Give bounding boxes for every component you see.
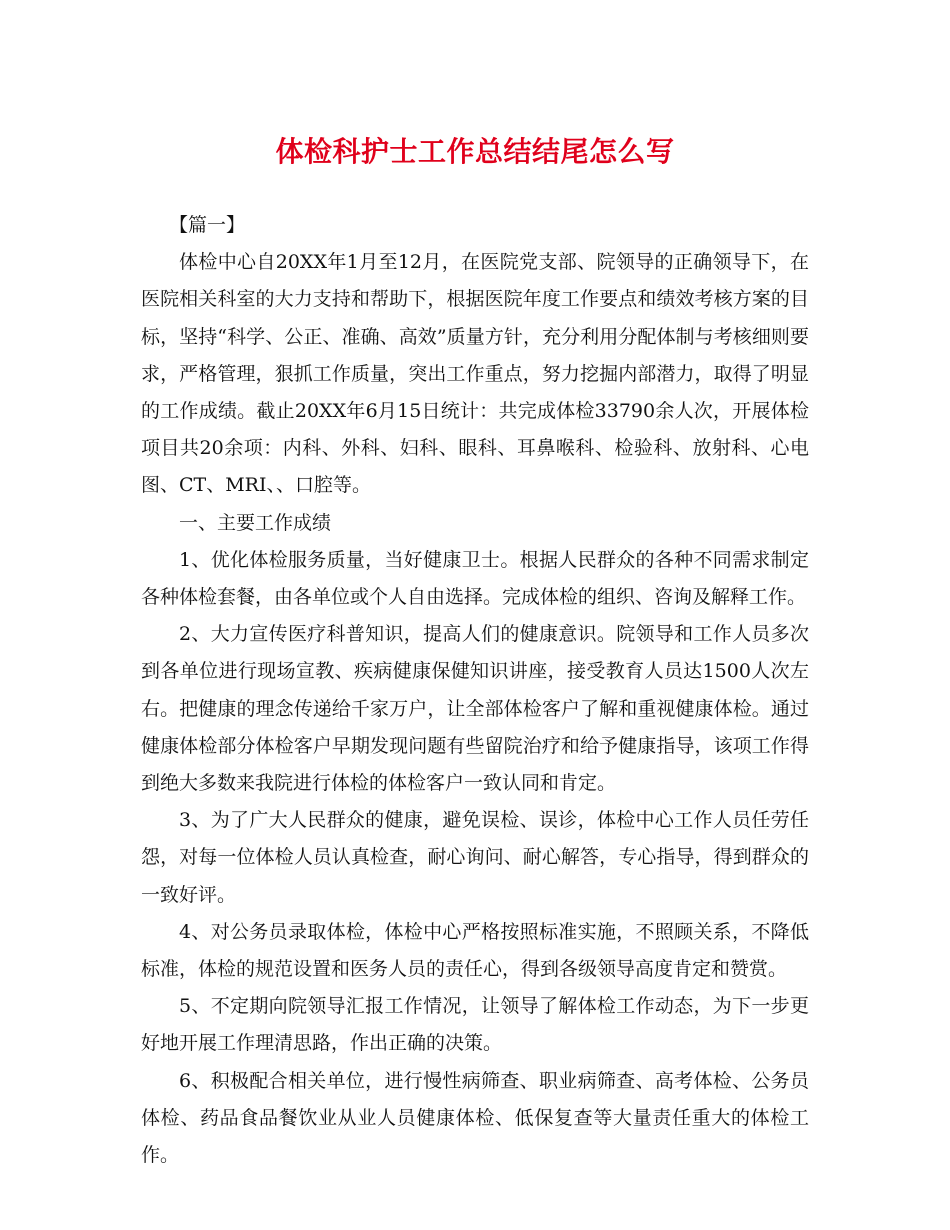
section-label: 【篇一】 bbox=[169, 214, 246, 236]
item-paragraph-1: 1、优化体检服务质量，当好健康卫士。根据人民群众的各种不同需求制定各种体检套餐，由各单位或个人自由选择。完成体检的组织、咨询及解释工作。 bbox=[141, 548, 809, 609]
intro-paragraph: 体检中心自20XX年1月至12月，在医院党支部、院领导的正确领导下，在医院相关科室的大力支持和帮助下，根据医院年度工作要点和绩效考核方案的目标，坚持“科学、公正、准确、高效”质量方针，充分利用分配体制与考核细则要求，严格管理，狠抓工作质量，突出工作重点，努力挖掘内部潜力，取得了明显的工作成绩。截止20XX年6月15日统计：共完成体检33790余人次，开展体检项目共20余项：内科、外科、妇科、眼科、耳鼻喉科、检验科、放射科、心电图、CT、MRI、、口腔等。 bbox=[141, 251, 809, 497]
section-heading: 一、主要工作成绩 bbox=[179, 511, 332, 534]
item-paragraph-6: 6、积极配合相关单位，进行慢性病筛查、职业病筛查、高考体检、公务员体检、药品食品餐饮业从业人员健康体检、低保复查等大量责任重大的体检工作。 bbox=[141, 1069, 809, 1167]
item-paragraph-3: 3、为了广大人民群众的健康，避免误检、误诊，体检中心工作人员任劳任怨，对每一位体检人员认真检查，耐心询问、耐心解答，专心指导，得到群众的一致好评。 bbox=[141, 809, 809, 906]
item-paragraph-5: 5、不定期向院领导汇报工作情况，让领导了解体检工作动态，为下一步更好地开展工作理清思路，作出正确的决策。 bbox=[141, 995, 809, 1055]
document-title: 体检科护士工作总结结尾怎么写 bbox=[275, 135, 675, 168]
item-paragraph-4: 4、对公务员录取体检，体检中心严格按照标准实施，不照顾关系，不降低标准，体检的规范设置和医务人员的责任心，得到各级领导高度肯定和赞赏。 bbox=[141, 920, 809, 981]
document-body bbox=[141, 207, 809, 1174]
item-paragraph-2: 2、大力宣传医疗科普知识，提高人们的健康意识。院领导和工作人员多次到各单位进行现场宣教、疾病健康保健知识讲座，接受教育人员达1500人次左右。把健康的理念传递给千家万户，让全部体检客户了解和重视健康体检。通过健康体检部分体检客户早期发现问题有些留院治疗和给予健康指导，该项工作得到绝大多数来我院进行体检的体检客户一致认同和肯定。 bbox=[141, 623, 809, 795]
